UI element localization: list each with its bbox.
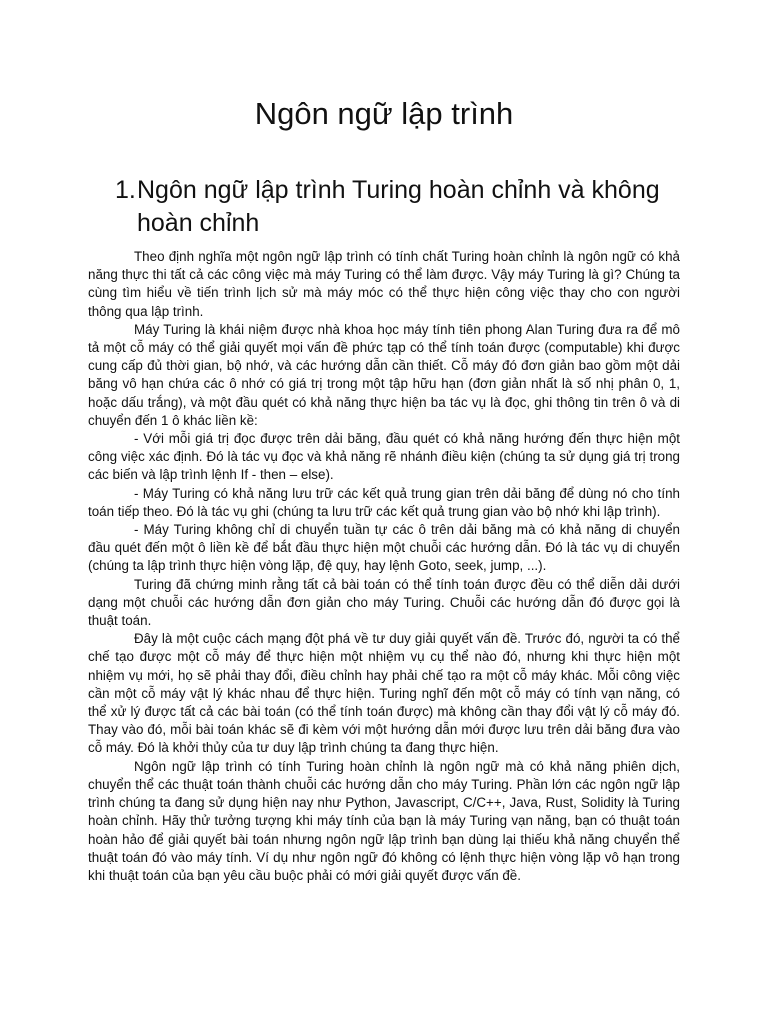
section-heading <box>115 174 675 240</box>
paragraph-revolution: Đây là một cuộc cách mạng đột phá về tư duy giải quyết vấn đề. Trước đó, người ta có thể chế tạo được một cỗ máy để thực hiện một nhiệm vụ cụ thể nào đó, nhưng khi thực hiện một nhiệm vụ mới, họ sẽ phải thay đổi, điều chỉnh hay phải chế tạo ra một cỗ máy khác. Mỗi công việc cần một cỗ máy vật lý khác nhau để thực hiện. Turing nghĩ đến một cỗ máy có tính vạn năng, có thể xử lý được tất cả các bài toán (có thể tính toán được) mà không cần thay đổi vật lý cỗ máy đó. Thay vào đó, mỗi bài toán khác sẽ đi kèm với một hướng dẫn mới được lưu trên dải băng đưa vào cỗ máy. Đó là khởi thủy của tư duy lập trình chúng ta đang thực hiện. <box>88 631 680 756</box>
section-number: 1. <box>115 176 136 204</box>
paragraph-intro: Theo định nghĩa một ngôn ngữ lập trình có tính chất Turing hoàn chỉnh là ngôn ngữ có khả năng thực thi tất cả các công việc mà máy Turing có thể làm được. Vậy máy Turing là gì? Chúng ta cùng tìm hiểu về tiến trình lịch sử mà máy móc có thể thực hiện công việc thay cho con người thông qua lập trình. <box>88 249 680 319</box>
section-heading-text: Ngôn ngữ lập trình Turing hoàn chỉnh và không hoàn chỉnh <box>137 176 660 237</box>
document-title: Ngôn ngữ lập trình <box>254 96 514 131</box>
paragraph-bullet-read: - Với mỗi giá trị đọc được trên dải băng, đầu quét có khả năng hướng đến thực hiện một công việc xác định. Đó là tác vụ đọc và khả năng rẽ nhánh điều kiện (chúng ta sử dụng giá trị trong các biến và lập trình lệnh If - then – else). <box>88 431 680 483</box>
body-text <box>88 248 680 885</box>
paragraph-turing-machine: Máy Turing là khái niệm được nhà khoa học máy tính tiên phong Alan Turing đưa ra để mô tả một cỗ máy có thể giải quyết mọi vấn đề phức tạp có thể tính toán được (computable) khi được cung cấp đủ thời gian, bộ nhớ, và các hướng dẫn cần thiết. Cỗ máy đó đơn giản bao gồm một dải băng vô hạn chứa các ô nhớ có giá trị trong một tập hữu hạn (đơn giản nhất là số nhị phân 0, 1, hoặc dấu trắng), và một đầu quét có khả năng thực hiện ba tác vụ là đọc, ghi thông tin trên ô và di chuyển đến 1 ô khác liền kề: <box>88 321 680 428</box>
paragraph-bullet-move: - Máy Turing không chỉ di chuyển tuần tự các ô trên dải băng mà có khả năng di chuyển đầu quét đến một ô liền kề để bắt đầu thực hiện một chuỗi các hướng dẫn. Đó là tác vụ di chuyển (chúng ta lập trình thực hiện vòng lặp, đệ quy, hay lệnh Goto, seek, jump, ...). <box>88 522 680 574</box>
paragraph-algorithm: Turing đã chứng minh rằng tất cả bài toán có thể tính toán được đều có thể diễn dải dưới dạng một chuỗi các hướng dẫn đơn giản cho máy Turing. Chuỗi các hướng dẫn đó được gọi là thuật toán. <box>88 576 680 629</box>
paragraph-bullet-write: - Máy Turing có khả năng lưu trữ các kết quả trung gian trên dải băng để dùng nó cho tính toán tiếp theo. Đó là tác vụ ghi (chúng ta lưu trữ các kết quả trung gian vào bộ nhớ khi lập trình). <box>88 485 680 519</box>
paragraph-turing-complete: Ngôn ngữ lập trình có tính Turing hoàn chỉnh là ngôn ngữ mà có khả năng phiên dịch, chuyển thể các thuật toán thành chuỗi các hướng dẫn cho máy Turing. Phần lớn các ngôn ngữ lập trình chúng ta đang sử dụng hiện nay như Python, Javascript, C/C++, Java, Rust, Solidity là Turing hoàn chỉnh. Hãy thử tưởng tượng khi máy tính của bạn là máy Turing vạn năng, bạn có thuật toán hoàn hảo để giải quyết bài toán nhưng ngôn ngữ lập trình bạn dùng lại thiếu khả năng chuyển thể thuật toán đó vào máy tính. Ví dụ như ngôn ngữ đó không có lệnh thực hiện vòng lặp vô hạn trong khi thuật toán của bạn yêu cầu buộc phải có mới giải quyết được vấn đề. <box>88 758 680 883</box>
